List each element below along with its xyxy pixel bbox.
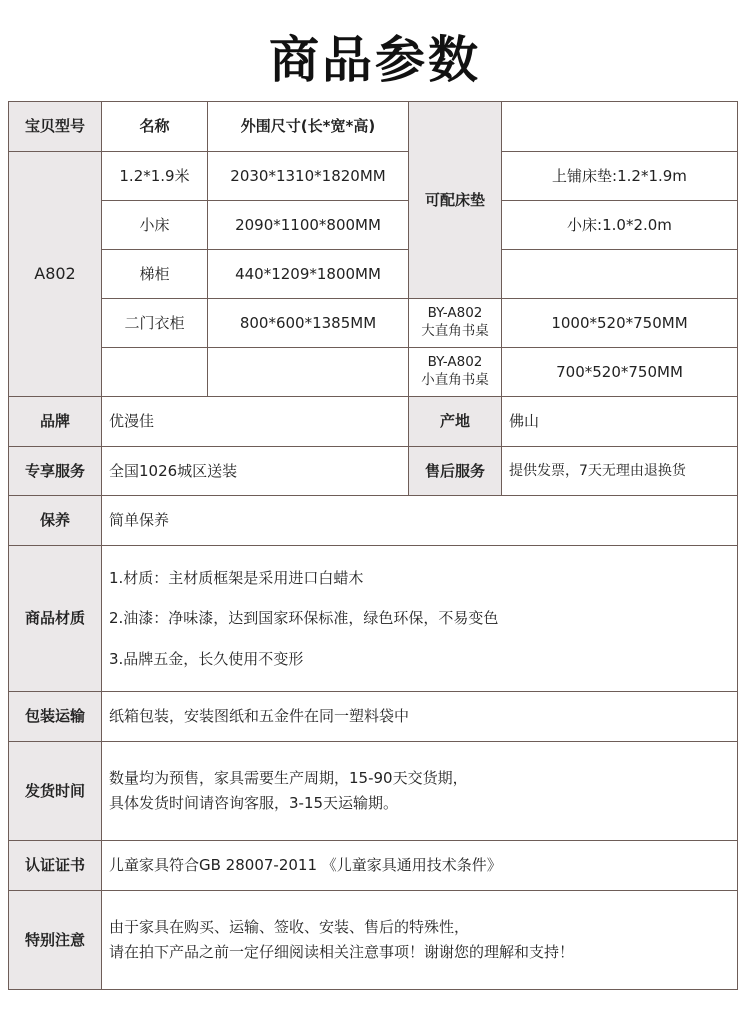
product-name: 小床 xyxy=(101,200,208,250)
service-label: 专享服务 xyxy=(8,446,102,496)
empty-cell xyxy=(501,249,738,299)
empty-cell xyxy=(501,101,738,152)
brand-value: 优漫佳 xyxy=(101,396,409,447)
desk-name: 大直角书桌 xyxy=(421,323,489,339)
name-header: 名称 xyxy=(101,101,208,152)
care-label: 保养 xyxy=(8,495,102,546)
desk-code: BY-A802 xyxy=(427,305,483,322)
desk-size: 700*520*750MM xyxy=(501,347,738,397)
service-value: 全国1026城区送装 xyxy=(101,446,409,496)
shipping-label: 发货时间 xyxy=(8,741,102,841)
certification-value: 儿童家具符合GB 28007-2011 《儿童家具通用技术条件》 xyxy=(101,840,738,891)
mattress-item: 上铺床垫:1.2*1.9m xyxy=(501,151,738,201)
material-line: 1.材质：主材质框架是采用进口白蜡木 xyxy=(109,569,364,588)
product-size: 2090*1100*800MM xyxy=(207,200,409,250)
desk-cell xyxy=(408,347,502,397)
product-name: 二门衣柜 xyxy=(101,298,208,348)
material-value xyxy=(101,545,738,692)
product-size: 440*1209*1800MM xyxy=(207,249,409,299)
desk-cell xyxy=(408,298,502,348)
product-size: 2030*1310*1820MM xyxy=(207,151,409,201)
product-size: 800*600*1385MM xyxy=(207,298,409,348)
shipping-value xyxy=(101,741,738,841)
material-line: 2.油漆：净味漆，达到国家环保标准，绿色环保，不易变色 xyxy=(109,609,499,628)
aftersale-value: 提供发票，7天无理由退换货 xyxy=(501,446,738,496)
model-value: A802 xyxy=(8,151,102,397)
size-header: 外围尺寸(长*宽*高) xyxy=(207,101,409,152)
aftersale-label: 售后服务 xyxy=(408,446,502,496)
notice-label: 特别注意 xyxy=(8,890,102,990)
packaging-label: 包装运输 xyxy=(8,691,102,742)
care-value: 简单保养 xyxy=(101,495,738,546)
mattress-label: 可配床垫 xyxy=(408,101,502,299)
origin-value: 佛山 xyxy=(501,396,738,447)
product-name: 1.2*1.9米 xyxy=(101,151,208,201)
material-line: 3.品牌五金，长久使用不变形 xyxy=(109,649,304,668)
notice-value xyxy=(101,890,738,990)
page-title: 商品参数 xyxy=(269,31,481,89)
packaging-value: 纸箱包装，安装图纸和五金件在同一塑料袋中 xyxy=(101,691,738,742)
product-name: 梯柜 xyxy=(101,249,208,299)
origin-label: 产地 xyxy=(408,396,502,447)
empty-cell xyxy=(207,347,409,397)
mattress-item: 小床:1.0*2.0m xyxy=(501,200,738,250)
brand-label: 品牌 xyxy=(8,396,102,447)
notice-line: 请在拍下产品之前一定仔细阅读相关注意事项！谢谢您的理解和支持！ xyxy=(109,943,575,961)
material-label: 商品材质 xyxy=(8,545,102,692)
desk-name: 小直角书桌 xyxy=(421,372,489,388)
model-header: 宝贝型号 xyxy=(8,101,102,152)
desk-code: BY-A802 xyxy=(427,354,483,371)
shipping-line: 数量均为预售，家具需要生产周期，15-90天交货期， xyxy=(109,768,468,787)
shipping-line: 具体发货时间请咨询客服，3-15天运输期。 xyxy=(109,794,399,812)
empty-cell xyxy=(101,347,208,397)
certification-label: 认证证书 xyxy=(8,840,102,891)
notice-line: 由于家具在购买、运输、签收、安装、售后的特殊性， xyxy=(109,917,470,936)
desk-size: 1000*520*750MM xyxy=(501,298,738,348)
